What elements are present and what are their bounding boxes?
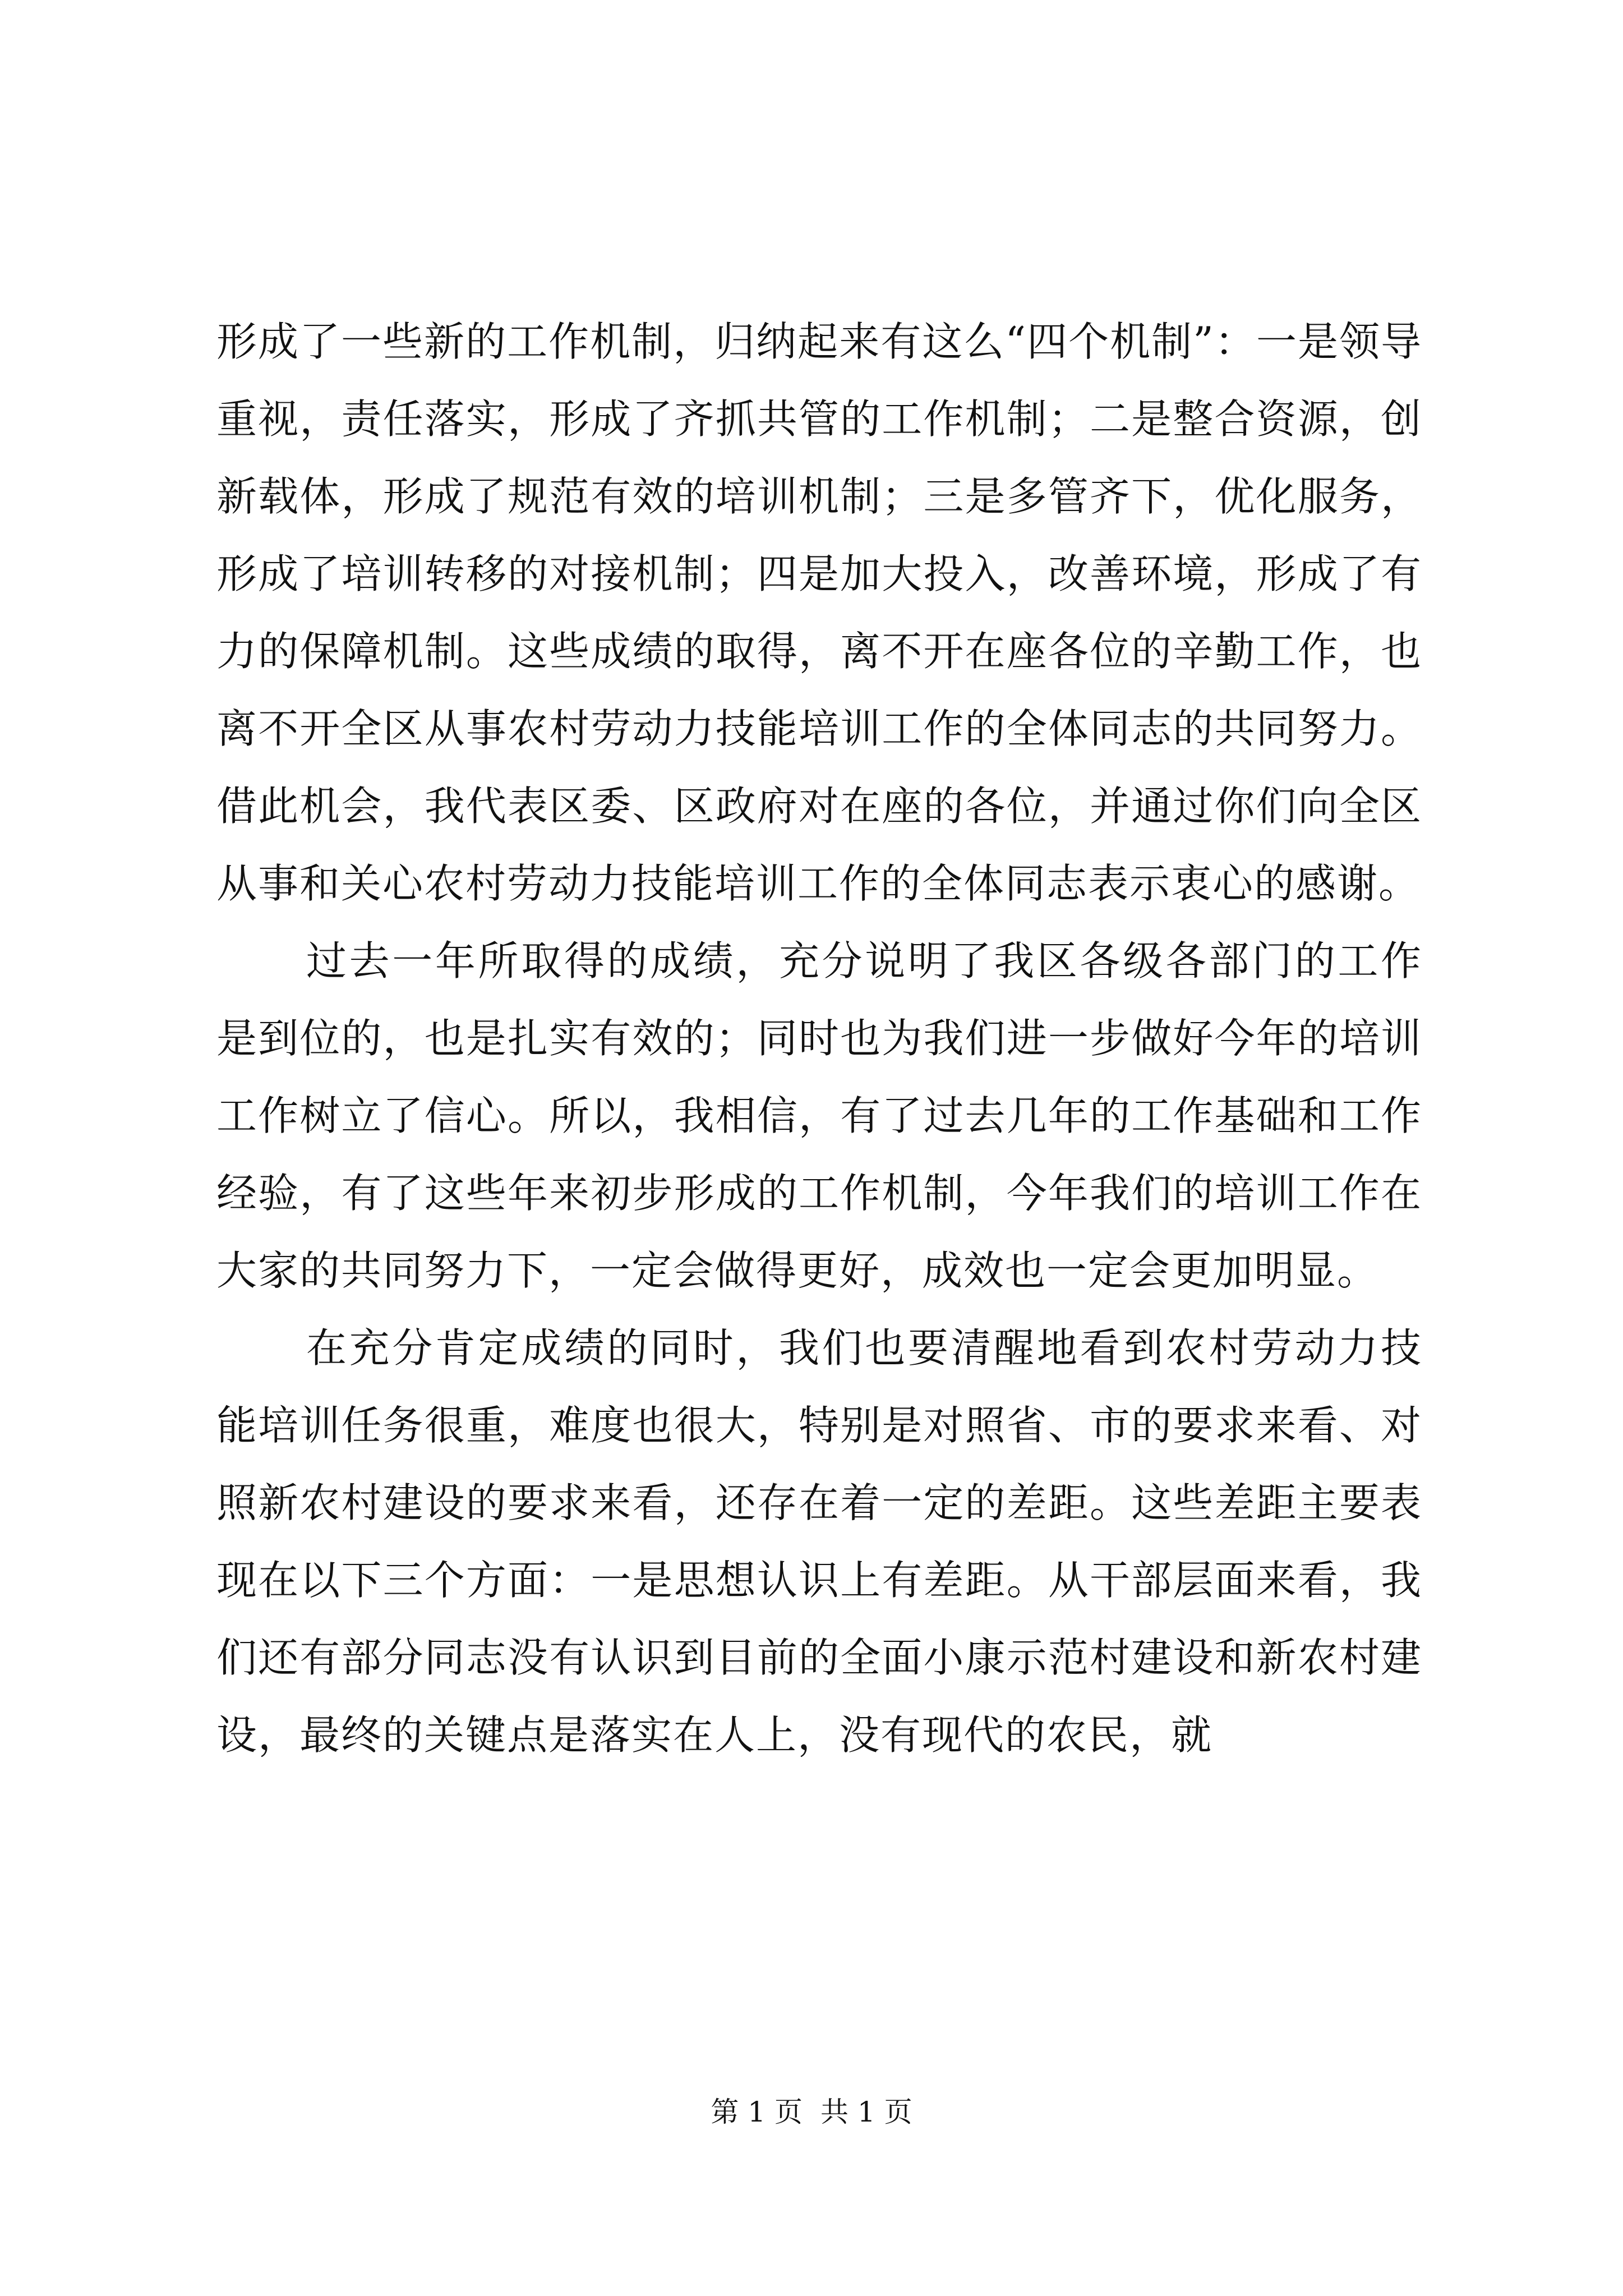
page-footer [0,2095,1623,2129]
paragraph-2: 过去一年所取得的成绩，充分说明了我区各级各部门的工作是到位的，也是扎实有效的；同时也为我们进一步做好今年的培训工作树立了信心。所以，我相信，有了过去几年的工作基础和工作经验，有了这些年来初步形成的工作机制，今年我们的培训工作在大家的共同努力下，一定会做得更好，成效也一定会更加明显。 [216,937,1422,1294]
document-body [216,303,1422,1774]
paragraph-1: 形成了一些新的工作机制，归纳起来有这么“四个机制”：一是领导重视，责任落实，形成了齐抓共管的工作机制；二是整合资源，创新载体，形成了规范有效的培训机制；三是多管齐下，优化服务，形成了培训转移的对接机制；四是加大投入，改善环境，形成了有力的保障机制。这些成绩的取得，离不开在座各位的辛勤工作，也离不开全区从事农村劳动力技能培训工作的全体同志的共同努力。借此机会，我代表区委、区政府对在座的各位，并通过你们向全区从事和关心农村劳动力技能培训工作的全体同志表示衷心的感谢。 [216,318,1422,907]
paragraph-3: 在充分肯定成绩的同时，我们也要清醒地看到农村劳动力技能培训任务很重，难度也很大，特别是对照省、市的要求来看、对照新农村建设的要求来看，还存在着一定的差距。这些差距主要表现在以下三个方面：一是思想认识上有差距。从干部层面来看，我们还有部分同志没有认识到目前的全面小康示范村建设和新农村建设，最终的关键点是落实在人上，没有现代的农民，就 [216,1324,1422,1759]
page-number: 第 1 页 [711,2096,803,2128]
page-total: 共 1 页 [820,2096,912,2128]
